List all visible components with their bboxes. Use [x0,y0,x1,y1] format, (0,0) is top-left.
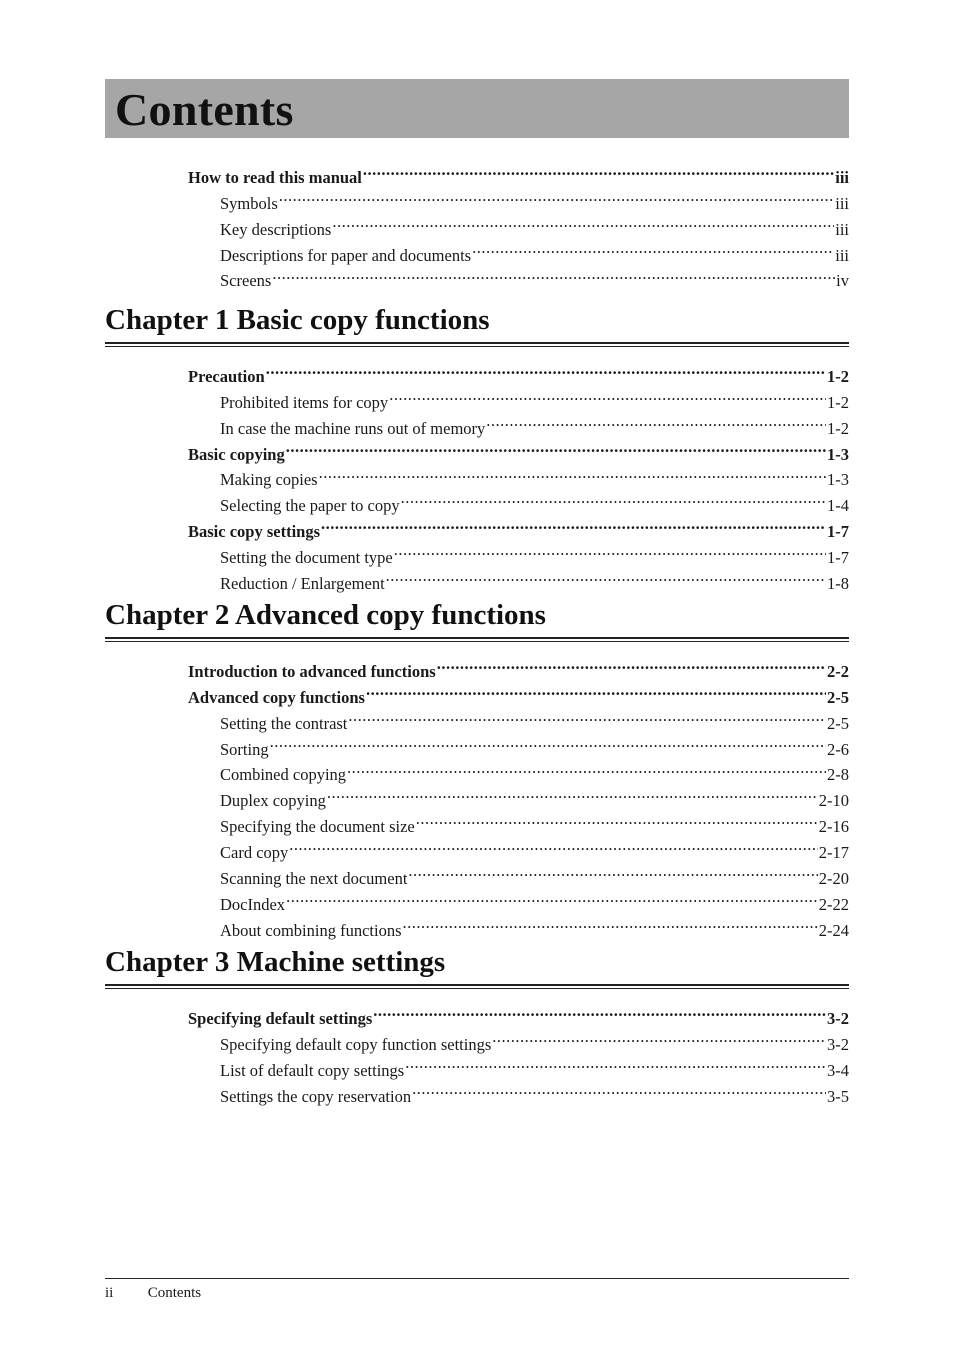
dot-leader [437,651,826,677]
toc-entry[interactable] [105,998,849,1028]
toc-entry-page: 3-2 [827,1034,849,1054]
dot-leader [366,677,826,703]
toc-entry[interactable] [105,1076,849,1106]
toc-entry-label: Scanning the next document [220,869,408,889]
toc-entry[interactable] [105,209,849,239]
toc-entry-label: Sorting [220,739,269,759]
dot-leader [347,755,826,781]
chapter-rule [105,984,849,989]
toc-entry-page: 1-7 [827,548,849,568]
intro-section [105,148,849,291]
chapter-1-section [105,298,849,594]
toc-entry-page: 2-5 [827,713,849,733]
toc-entry[interactable] [105,806,849,837]
toc-entry-page: 1-2 [827,418,849,438]
toc-entry[interactable] [105,755,849,785]
dot-leader [486,408,826,434]
page-footer [105,1285,201,1302]
toc-entry-page: 1-3 [827,470,849,490]
toc-entry-page: 2-10 [818,791,849,811]
chapter-heading [105,593,849,637]
toc-entry-label: Specifying the document size [220,817,415,837]
toc-entry[interactable] [105,261,849,291]
toc-entry-page: 2-17 [818,843,849,863]
toc-entry-label: Key descriptions [220,219,332,239]
toc-entry-page: 2-6 [827,739,849,759]
toc-entry-label: About combining functions [220,920,402,940]
toc-entry-label: In case the machine runs out of memory [220,418,486,438]
toc-entry-page: iii [835,193,849,213]
toc-entry-label: Basic copy settings [188,522,320,542]
dot-leader [286,884,818,910]
toc-entry-label: Prohibited items for copy [220,392,389,412]
dot-leader [416,806,818,832]
toc-entry-label: Card copy [220,843,289,863]
toc-entry-label: Reduction / Enlargement [220,574,385,594]
chapter-title: Chapter 3 Machine settings [105,946,446,978]
toc-entry-page: 1-2 [827,392,849,412]
toc-entry-page: iv [836,271,849,291]
dot-leader [394,537,826,563]
toc-entry-page: iii [835,167,849,187]
toc-entry-label: Descriptions for paper and documents [220,245,472,265]
toc-entry-page: 1-2 [827,366,849,386]
toc-entry[interactable] [105,884,849,914]
toc-entry-page: iii [835,219,849,239]
toc-entry-label: List of default copy settings [220,1060,405,1080]
toc-entry-label: Specifying default copy function settings [220,1034,492,1054]
dot-leader [402,910,817,936]
footer-section-name: Contents [147,1285,202,1301]
toc-entry[interactable] [105,858,849,889]
dot-leader [408,858,817,884]
dot-leader [405,1050,826,1076]
toc-entry[interactable] [105,832,849,863]
toc-entry-label: Introduction to advanced functions [188,661,436,681]
toc-entry-page: 1-7 [827,522,849,542]
toc-entry-label: Settings the copy reservation [220,1086,412,1106]
chapter-rule [105,637,849,642]
title-bar [105,79,849,138]
dot-leader [472,235,834,261]
footer-page-number: ii [105,1285,114,1301]
toc-entry-page: 2-24 [818,920,849,940]
chapter-title: Chapter 1 Basic copy functions [105,304,490,336]
dot-leader [327,780,818,806]
dot-leader [348,703,826,729]
toc-entry-page: 3-4 [827,1060,849,1080]
toc-entry-label: How to read this manual [188,167,362,187]
dot-leader [401,485,826,511]
dot-leader [279,183,834,209]
dot-leader [492,1024,826,1050]
toc-entry-label: Duplex copying [220,791,326,811]
toc-entry-label: Combined copying [220,765,347,785]
dot-leader [386,563,826,589]
footer-rule [105,1278,849,1279]
page-title: Contents [115,84,294,135]
toc-entry-label: Specifying default settings [188,1008,373,1028]
toc-entry[interactable] [105,157,849,187]
toc-entry-page: iii [835,245,849,265]
toc-entry[interactable] [105,1050,849,1080]
toc-entry-page: 2-5 [827,687,849,707]
toc-entry[interactable] [105,511,849,542]
toc-entry-label: Precaution [188,366,265,386]
toc-entry[interactable] [105,729,849,759]
toc-entry[interactable] [105,910,849,940]
toc-entry-label: Screens [220,271,272,291]
dot-leader [266,356,826,382]
toc-entry-page: 3-5 [827,1086,849,1106]
dot-leader [332,209,834,235]
toc-entry-page: 1-4 [827,496,849,516]
dot-leader [373,998,826,1024]
toc-entry-page: 2-2 [827,661,849,681]
dot-leader [363,157,834,183]
chapter-entries [105,651,849,940]
toc-entry[interactable] [105,434,849,464]
toc-entry[interactable] [105,563,849,594]
dot-leader [272,261,835,287]
toc-entry-label: DocIndex [220,894,286,914]
toc-entry-page: 2-16 [818,817,849,837]
toc-entry-page: 1-3 [827,444,849,464]
chapter-entries [105,356,849,594]
intro-entries [105,157,849,291]
dot-leader [270,729,826,755]
toc-entry-label: Setting the contrast [220,713,348,733]
dot-leader [412,1076,826,1102]
toc-entry-label: Basic copying [188,444,285,464]
chapter-entries [105,998,849,1106]
toc-entry[interactable] [105,485,849,516]
toc-entry[interactable] [105,408,849,438]
toc-entry-label: Advanced copy functions [188,687,365,707]
toc-entry[interactable] [105,651,849,681]
chapter-title: Chapter 2 Advanced copy functions [105,599,546,631]
toc-entry[interactable] [105,235,849,265]
chapter-3-section [105,940,849,1106]
toc-entry-page: 3-2 [827,1008,849,1028]
toc-entry[interactable] [105,356,849,386]
dot-leader [319,460,826,486]
chapter-heading [105,298,849,342]
chapter-2-section [105,593,849,940]
toc-entry-label: Selecting the paper to copy [220,496,400,516]
dot-leader [286,434,826,460]
dot-leader [289,832,817,858]
toc-entry-page: 2-22 [818,894,849,914]
toc-entry[interactable] [105,780,849,811]
toc-entry-label: Symbols [220,193,278,213]
dot-leader [321,511,826,537]
toc-entry-page: 2-8 [827,765,849,785]
chapter-rule [105,342,849,347]
toc-entry-label: Setting the document type [220,548,393,568]
toc-entry-page: 1-8 [827,574,849,594]
chapter-heading [105,940,849,984]
toc-entry-page: 2-20 [818,869,849,889]
toc-entry-label: Making copies [220,470,318,490]
dot-leader [389,382,826,408]
